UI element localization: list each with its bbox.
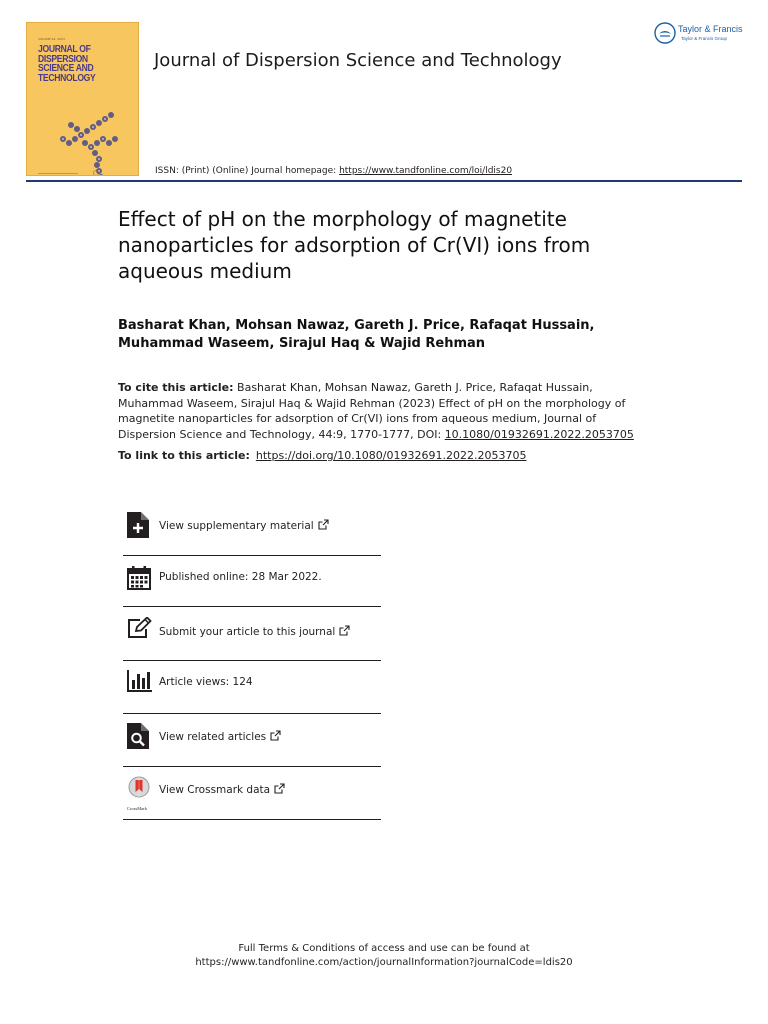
- file-plus-icon: [127, 512, 149, 538]
- external-link-icon: [318, 519, 329, 530]
- edit-pencil-icon: [127, 617, 153, 639]
- external-link-icon: [274, 783, 285, 794]
- publisher-group: Taylor & Francis Group: [681, 36, 728, 41]
- article-authors: Basharat Khan, Mohsan Nawaz, Gareth J. Price, Rafaqat Hussain, Muhammad Waseem, Sirajul Haq & Wajid Rehman: [118, 318, 595, 351]
- publisher-name: Taylor & Francis: [678, 24, 743, 34]
- action-label: Published online: 28 Mar 2022.: [159, 571, 322, 583]
- footer-line-1: Full Terms & Conditions of access and use can be found at: [238, 943, 530, 954]
- action-submit-article[interactable]: [123, 607, 381, 661]
- action-label: View supplementary material: [159, 519, 329, 532]
- external-link-icon: [339, 625, 350, 636]
- doi-link[interactable]: 10.1080/01932691.2022.2053705: [444, 427, 634, 441]
- cover-volume: VOLUME 44, 2023: [38, 37, 65, 41]
- journal-title: Journal of Dispersion Science and Technology: [154, 50, 562, 71]
- action-crossmark[interactable]: [123, 767, 381, 820]
- journal-homepage-link[interactable]: https://www.tandfonline.com/loi/ldis20: [339, 166, 513, 176]
- crossmark-icon: [126, 776, 152, 804]
- issn-line: [155, 166, 512, 176]
- bar-chart-icon: [127, 670, 153, 692]
- cite-label: To cite this article:: [118, 381, 234, 394]
- article-actions-list: [123, 505, 381, 820]
- file-search-icon: [127, 723, 149, 749]
- taylor-francis-logo[interactable]: [654, 22, 743, 48]
- cover-title: JOURNAL OF DISPERSION SCIENCE AND TECHNOLOGY: [38, 43, 96, 84]
- link-label: To link to this article:: [118, 449, 250, 462]
- article-doi-url-link[interactable]: https://doi.org/10.1080/01932691.2022.2053705: [255, 449, 527, 462]
- action-article-views: [123, 661, 381, 714]
- cover-fine-print: [38, 173, 78, 174]
- external-link-icon: [270, 730, 281, 741]
- cover-molecule-illustration: [55, 109, 125, 176]
- action-related-articles[interactable]: [123, 714, 381, 767]
- article-link-line: [118, 448, 678, 463]
- issn-label: ISSN: (Print) (Online) Journal homepage:: [155, 166, 340, 176]
- journal-cover: [26, 22, 139, 176]
- footer-terms-link[interactable]: https://www.tandfonline.com/action/journalInformation?journalCode=ldis20: [195, 957, 573, 968]
- taylor-francis-logo-icon: [654, 22, 676, 44]
- action-label: Submit your article to this journal: [159, 625, 350, 638]
- header-divider: [26, 180, 742, 182]
- article-title: Effect of pH on the morphology of magnetite nanoparticles for adsorption of Cr(VI) ions from aqueous medium: [118, 207, 591, 283]
- action-label: View Crossmark data: [159, 783, 285, 796]
- calendar-icon: [127, 566, 151, 590]
- crossmark-caption: CrossMark: [127, 806, 147, 811]
- action-published-online: [123, 556, 381, 607]
- action-supplementary-material[interactable]: [123, 505, 381, 556]
- terms-footer: [0, 942, 768, 970]
- cite-text: Basharat Khan, Mohsan Nawaz, Gareth J. Price, Rafaqat Hussain, Muhammad Waseem, Sirajul Haq & Wajid Rehman (2023) Effect of pH on the morphology of magnetite nanoparticles for adsorption of Cr(VI) ions from aqueous medium, Journal of Dispersion Science and Technology, 44:9, 1770-1777, DOI:: [118, 381, 626, 441]
- action-label: Article views: 124: [159, 676, 253, 688]
- cover-publisher-mark: [93, 170, 99, 176]
- citation: [118, 380, 638, 442]
- action-label: View related articles: [159, 730, 281, 743]
